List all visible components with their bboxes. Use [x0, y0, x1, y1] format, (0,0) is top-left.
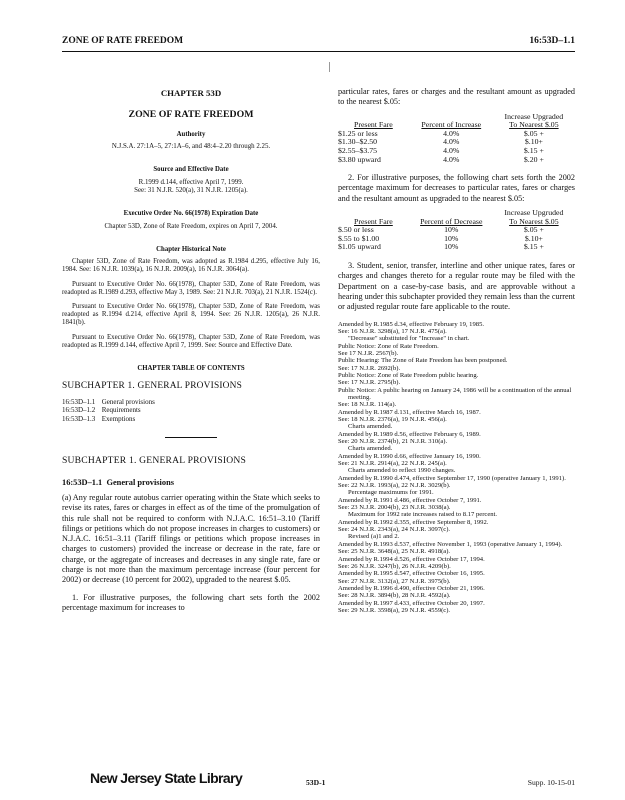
decrease-header-percent: Percent of Decrease: [420, 216, 483, 226]
increase-header-nearest: To Nearest $.05: [509, 120, 559, 130]
decrease-chart: [338, 209, 574, 252]
history-entry: Amended by R.1987 d.131, effective March 16, 1987.: [338, 408, 481, 416]
history-entry: Amended by R.1995 d.547, effective October 16, 1995.: [338, 570, 485, 578]
history-entry: Amended by R.1990 d.66, effective January 16, 1990.: [338, 452, 481, 460]
history-entry: See 17 N.J.R. 2567(b).: [338, 349, 399, 357]
toc-item[interactable]: 16:53D–1.1 General provisions: [62, 397, 155, 406]
chapter-number: CHAPTER 53D: [160, 88, 222, 98]
increase-header-upgraded: Increase Upgraded: [504, 111, 564, 121]
history-paragraph-1: Chapter 53D, Zone of Rate Freedom, was adopted as R.1984 d.295, effective July 16, 1984. See: 16 N.J.R. 1039(a), 16 N.J.R. 2009(a), 16 N.J.R. 3064(a).: [62, 258, 320, 274]
history-entry: "Decrease" substituted for "Increase" in chart.: [348, 335, 470, 343]
history-entry: Public Notice: Zone of Rate Freedom.: [338, 342, 439, 350]
increase-chart: [338, 113, 574, 165]
history-entry: See: 16 N.J.R. 3298(a), 17 N.J.R. 475(a).: [338, 327, 447, 335]
history-paragraph-3: Pursuant to Executive Order No. 66(1978), Chapter 53D, Zone of Rate Freedom, was readopted as R.1994 d.214, effective April 8, 1994. See: 26 N.J.R. 1205(a), 26 N.J.R. 1841(b).: [62, 303, 320, 327]
column-divider: [329, 62, 330, 72]
decrease-header-fare: Present Fare: [354, 216, 393, 226]
history-entry: Maximum for 1992 rate increases raised to 8.17 percent.: [348, 511, 498, 519]
history-entry: See: 25 N.J.R. 3648(a), 25 N.J.R. 4918(a).: [338, 548, 451, 556]
history-entry: Amended by R.1989 d.56, effective February 6, 1989.: [338, 430, 481, 438]
history-entry: Percentage maximums for 1991.: [348, 489, 434, 497]
toc-item[interactable]: 16:53D–1.3 Exemptions: [62, 414, 136, 423]
right-column: [338, 62, 575, 614]
table-row: $1.05 upward 10% $.15 +: [338, 242, 544, 252]
history-entry: Charts amended to reflect 1990 changes.: [348, 467, 456, 475]
section-number: 16:53D–1.1: [62, 477, 103, 487]
source-line-2: See: 31 N.J.R. 520(a), 31 N.J.R. 1205(a).: [134, 187, 248, 195]
section-title: General provisions: [106, 477, 174, 487]
history-entry: Amended by R.1985 d.34, effective February 19, 1985.: [338, 320, 485, 328]
history-entry: Amended by R.1991 d.486, effective October 7, 1991.: [338, 496, 482, 504]
history-entry: Amended by R.1992 d.355, effective September 8, 1992.: [338, 518, 489, 526]
history-entry: Amended by R.1990 d.474, effective September 17, 1990 (operative January 1, 1991).: [338, 474, 566, 482]
paragraph-a: (a) Any regular route autobus carrier operating within the State which seeks to revise its rates, fares or charges in effect as of the time of the promulgation of this rule shall not be required to conform with N.J.A.C. 16:51–3.10 (Tariff filings or petitions which do not propose increases in charges to customers) or N.J.A.C. 16:51–3.11 (Tariff filings or petitions which propose increases in charges to customers) provided the increase or decrease in the rate, fare or charge, or the aggregate of increases and decreases in any single rate, fare or charge is not more than the maximum percentage increase (four percent for 2002) or decrease (10 percent for 2002), upgraded to the nearest $.05.: [62, 492, 320, 585]
toc-heading: CHAPTER TABLE OF CONTENTS: [137, 365, 245, 373]
authority-text: N.J.S.A. 27:1A–5, 27:1A–6, and 48:4–2.20 through 2.25.: [111, 143, 271, 151]
paragraph-3: 3. Student, senior, transfer, interline and other unique rates, fares or charges and changes thereto for a regular route may be filed with the Department on a case-by-case basis, and are approvable without a hearing under this subchapter provided they remain less than the current or adjusted regular route fare applicable to the route.: [338, 261, 575, 312]
paragraph-1: 1. For illustrative purposes, the following chart sets forth the 2002 percentage maximum for increases to: [62, 592, 320, 612]
supplement-date: Supp. 10-15-01: [527, 778, 575, 787]
table-row: $1.30–$2.50 4.0% $.10+: [338, 137, 543, 147]
source-line-1: R.1999 d.144, effective April 7, 1999.: [138, 178, 244, 186]
history-entry: See: 17 N.J.R. 2692(b).: [338, 364, 401, 372]
history-entry: Amended by R.1996 d.490, effective October 21, 1996.: [338, 584, 485, 592]
paragraph-1-continued: particular rates, fares or charges and the resultant amount as upgraded to the nearest $.05:: [338, 87, 575, 107]
table-row: $1.25 or less 4.0% $.05 +: [338, 128, 544, 138]
table-row: $.50 or less 10% $.05 +: [338, 225, 544, 235]
amendment-history: [338, 321, 575, 615]
history-entry: See: 22 N.J.R. 1993(a), 22 N.J.R. 3029(b).: [338, 482, 451, 490]
subchapter-heading: SUBCHAPTER 1. GENERAL PROVISIONS: [62, 455, 247, 467]
decrease-header-nearest: To Nearest $.05: [509, 216, 559, 226]
header-section-number: 16:53D–1.1: [529, 36, 575, 46]
history-entry: See: 27 N.J.R. 3132(a), 27 N.J.R. 3975(b).: [338, 577, 451, 585]
source-heading: Source and Effective Date: [153, 166, 229, 174]
history-entry: Public Notice: A public hearing on January 24, 1986 will be a continuation of the annual meeting.: [338, 386, 572, 401]
chapter-title: ZONE OF RATE FREEDOM: [128, 109, 254, 121]
authority-heading: Authority: [176, 130, 206, 138]
table-row: $3.80 upward 4.0% $.20 +: [338, 154, 544, 164]
history-entry: See: 26 N.J.R. 3247(b), 26 N.J.R. 4209(b).: [338, 562, 451, 570]
page-number: 53D-1: [306, 778, 326, 787]
header-title: ZONE OF RATE FREEDOM: [62, 36, 184, 46]
paragraph-2: 2. For illustrative purposes, the following chart sets forth the 2002 percentage maximum for decreases to particular rates, fares or charges and the resultant amount as upgraded to the nearest $.05:: [338, 173, 575, 203]
history-entry: Public Notice: Zone of Rate Freedom public hearing.: [338, 371, 479, 379]
table-row: $.55 to $1.00 10% $.10+: [338, 233, 543, 243]
history-entry: Revised (a)1 and 2.: [348, 533, 400, 541]
table-row: $2.55–$3.75 4.0% $.15 +: [338, 145, 544, 155]
history-entry: See: 29 N.J.R. 3598(a), 29 N.J.R. 4559(c).: [338, 606, 451, 614]
history-entry: Amended by R.1993 d.537, effective November 1, 1993 (operative January 1, 1994).: [338, 540, 563, 548]
library-stamp: New Jersey State Library: [90, 770, 243, 786]
history-entry: See: 21 N.J.R. 2914(a), 22 N.J.R. 245(a).: [338, 460, 447, 468]
history-entry: Charts amended.: [348, 445, 393, 453]
history-entry: Public Hearing: The Zone of Rate Freedom has been postponed.: [338, 357, 508, 365]
history-entry: See: 20 N.J.R. 2374(b), 21 N.J.R. 310(a).: [338, 438, 448, 445]
history-paragraph-4: Pursuant to Executive Order No. 66(1978), Chapter 53D, Zone of Rate Freedom, was readopted as R.1999 d.144, effective April 7, 1999. See: Source and Effective Date.: [62, 333, 320, 349]
toc-list: [62, 398, 320, 423]
history-entry: See: 23 N.J.R. 2004(b), 23 N.J.R. 3038(a).: [338, 504, 451, 512]
history-entry: Amended by R.1994 d.526, effective October 17, 1994.: [338, 555, 485, 563]
history-entry: See: 17 N.J.R. 2795(b).: [338, 379, 401, 387]
increase-header-fare: Present Fare: [354, 120, 393, 130]
toc-item[interactable]: 16:53D–1.2 Requirements: [62, 406, 141, 415]
left-column: [62, 62, 320, 613]
history-paragraph-2: Pursuant to Executive Order No. 66(1978), Chapter 53D, Zone of Rate Freedom, was readopted as R.1989 d.293, effective May 3, 1989. See: 21 N.J.R. 703(a), 21 N.J.R. 1524(c).: [62, 280, 320, 296]
toc-subchapter: SUBCHAPTER 1. GENERAL PROVISIONS: [62, 381, 243, 392]
history-entry: Charts amended.: [348, 423, 393, 431]
history-entry: See: 18 N.J.R. 2376(a), 19 N.J.R. 456(a).: [338, 415, 447, 423]
history-entry: See: 18 N.J.R. 114(a).: [338, 401, 397, 409]
history-entry: See: 28 N.J.R. 3894(b), 28 N.J.R. 4592(a).: [338, 592, 451, 600]
section-separator: [165, 437, 217, 438]
exec-order-text: Chapter 53D, Zone of Rate Freedom, expires on April 7, 2004.: [104, 222, 278, 230]
history-entry: See: 24 N.J.R. 2343(a), 24 N.J.R. 3097(c).: [338, 526, 451, 534]
exec-order-heading: Executive Order No. 66(1978) Expiration Date: [123, 210, 259, 218]
section-heading: [62, 478, 320, 487]
running-header: [62, 36, 575, 50]
decrease-header-upgraded: Increase Upgruded: [504, 208, 564, 218]
increase-header-percent: Percent of Increase: [421, 120, 482, 130]
history-entry: Amended by R.1997 d.433, effective October 20, 1997.: [338, 599, 485, 607]
history-heading: Chapter Historical Note: [156, 245, 226, 253]
header-rule: [62, 51, 575, 52]
